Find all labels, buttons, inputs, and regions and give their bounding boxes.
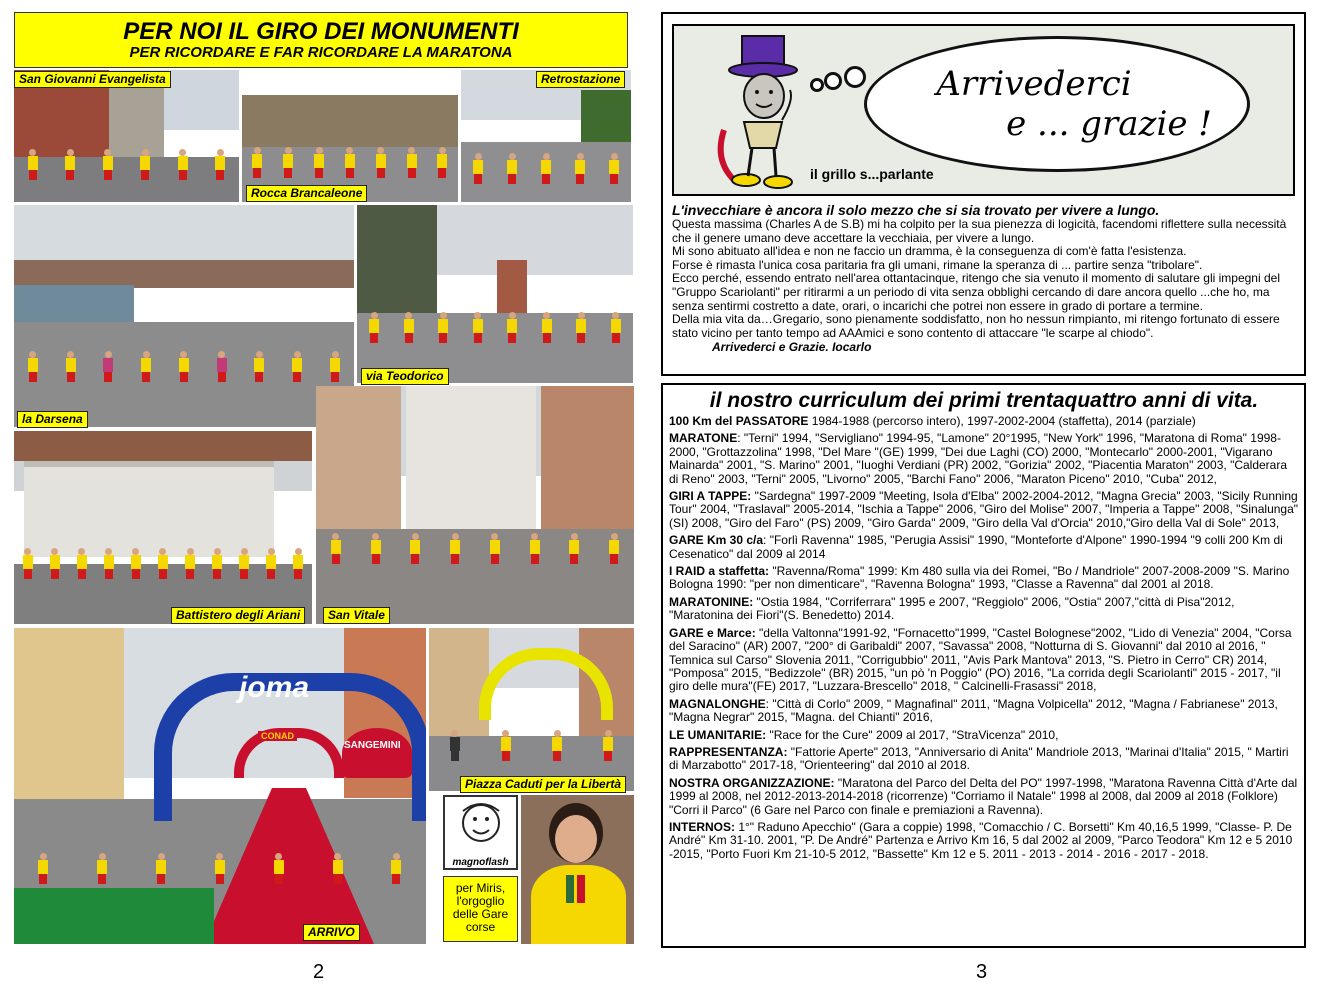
- label-san-giovanni: San Giovanni Evangelista: [14, 71, 171, 88]
- photo-arrivo: [14, 628, 426, 944]
- photo-darsena: [14, 205, 354, 427]
- curriculum-list: [669, 415, 1299, 861]
- article-signature: Arrivederci e Grazie. Iocarlo: [712, 340, 872, 355]
- cricket-cartoon-icon: [694, 30, 814, 192]
- sangemini-banner: SANGEMINI: [344, 740, 401, 751]
- page-subtitle: PER RICORDARE E FAR RICORDARE LA MARATONA: [129, 44, 513, 61]
- cv-entry: MARATONE: "Terni" 1994, "Servigliano" 1994-95, "Lamone" 20°1995, "New York" 1996, "Maratona di Roma" 1998-2000, "Grottazzolina" 1998, "Del Mare "(GE) 1999, "Dei due Laghi (CO) 2000, "Montecarlo" 2000-2001, "Vigarano Mainarda" 2001, "S. Marino" 2001, "Iuoghi Verdiani (PR) 2002, "Gorizia" 2002, "Piacentia Maraton" 2003, "Calderara di Reno" 2003, "Terni" 2005, "Livorno" 2005, "Barchi Fano" 2006, "Maraton Piceno" 2010, "Cuba" 2012,: [669, 431, 1288, 486]
- label-rocca: Rocca Brancaleone: [246, 185, 367, 202]
- curriculum-section: [669, 389, 1299, 865]
- label-san-vitale: San Vitale: [323, 607, 390, 624]
- cv-entry: NOSTRA ORGANIZZAZIONE: "Maratona del Parco del Delta del PO" 1997-1998, "Maratona Ravenna Città d'Arte dal 1999 al 2008, nel 2012-2013-2014-2018 (ricorrenze) "Corriamo il Natale" 1998 al 2008, dal 2009 al 2018 (Folklore) "Corri il Parco" (6 Gare nel Parco con finale e premiazioni a Ravenna).: [669, 775, 1298, 817]
- cv-entry: RAPPRESENTANZA: "Fattorie Aperte" 2013, "Anniversario di Anita" Mandriole 2013, "Marinai d'Italia" 2015, " Martiri di Marzabotto" 2017-18, "Orienteering" dal 2010 al 2018.: [669, 744, 1289, 773]
- cv-entry: GARE Km 30 c/a: "Forlì Ravenna" 1985, "Perugia Assisi" 1990, "Monteforte d'Alpone" 1990-1994 "9 colli 200 Km di Cesenatico" dal 2009 al 2014: [669, 533, 1283, 561]
- label-battistero: Battistero degli Ariani: [171, 607, 305, 624]
- cv-entry: MARATONINE: "Ostia 1984, "Corriferrara" 1995 e 2007, "Reggiolo" 2006, "Ostia" 2007,"città di Pisa"2012, "Maratonina dei Fiori"(S. Benedetto) 2014.: [669, 594, 1235, 623]
- photo-piazza: [429, 628, 634, 791]
- photo-san-vitale: [316, 386, 634, 624]
- label-piazza: Piazza Caduti per la Libertà: [460, 776, 626, 793]
- curriculum-title: il nostro curriculum dei primi trentaquattro anni di vita.: [709, 389, 1259, 412]
- page-title: PER NOI IL GIRO DEI MONUMENTI: [123, 18, 519, 45]
- conad-banner: CONAD: [258, 731, 297, 741]
- article-paragraph: Della mia vita da…Gregario, sono pienamente soddisfatto, non ho nessun rimpianto, mi ritengo fortunato di essere stato vicino per tanto tempo ad AAAmici e sono contento di attaccare "le scarpe al chiodo".: [672, 312, 1280, 340]
- photo-miris: [521, 795, 634, 944]
- magnoflash-caption: magnoflash: [452, 857, 509, 868]
- page-number-left: 2: [313, 961, 325, 983]
- article-headline: L'invecchiare è ancora il solo mezzo che si sia trovato per vivere a lungo.: [672, 202, 1160, 218]
- photo-retrostazione: [461, 70, 631, 202]
- cv-entry: I RAID a staffetta: "Ravenna/Roma" 1999: Km 480 sulla via dei Romei, "Bo / Mandriole" 2007-2008-2009 "S. Marino Bologna 1990: "per non dimenticare", "Ravenna Bologna" 1993, "Classe a Ravenna" dal 2001 al 2018.: [669, 564, 1290, 592]
- label-retrostazione: Retrostazione: [536, 71, 625, 88]
- page-number-right: 3: [976, 961, 988, 983]
- farewell-article: [672, 202, 1300, 354]
- cv-entry: 100 Km del PASSATORE 1984-1988 (percorso intero), 1997-2002-2004 (staffetta), 2014 (parziale): [669, 414, 1196, 428]
- cartoon-face-icon: [445, 797, 516, 852]
- cv-entry: INTERNOS: 1°" Raduno Apecchio" (Gara a coppie) 1998, "Comacchio / C. Borsetti" Km 40,16,5 1999, "Classe- P. De André" Km 31-10. 2001, "P. De André" Partenza e Arrivo Km 16, 5 dal 2002 al 2009, "Parco Teodora" Km 12 e 5 2010 -2015, "Porto Fuori Km 21-10-5 2012, "Bassette" Km 12 e 5. 2011 - 2013 - 2014 - 2016 - 2017 - 2018.: [669, 819, 1293, 861]
- photo-teodorico: [357, 205, 633, 383]
- cloud-line-2: e ... grazie !: [1006, 104, 1212, 144]
- label-darsena: la Darsena: [17, 411, 88, 428]
- label-teodorico: via Teodorico: [361, 368, 449, 385]
- grillo-panel: [672, 24, 1295, 196]
- magnoflash-box: [443, 795, 518, 870]
- cv-entry: MAGNALONGHE: "Città di Corlo" 2009, " Magnafinal" 2011, "Magna Volpicella" 2012, "Magna / Fabrianese" 2013, "Magna Negrar" 2015, "Magna. del Chianti" 2016,: [669, 696, 1278, 725]
- article-paragraph: Ecco perché, essendo entrato nell'area ottantacinque, ritengo che sia venuto il momento di salutare gli impegni del "Gruppo Scariolanti" per ritirarmi a un periodo di vita senza obblighi cercando di dare ancora quello ...che ho, ma senza sentirmi costretto a date, orari, o incarichi che potrei non essere in grado di portare a termine.: [672, 271, 1280, 313]
- photo-battistero: [14, 431, 312, 624]
- grillo-caption: il grillo s...parlante: [810, 166, 934, 182]
- photo-san-giovanni: [14, 70, 239, 202]
- cv-entry: GARE e Marce: "della Valtonna"1991-92, "Fornacetto"1999, "Castel Bolognese"2002, "Lido di Venezia" 2004, "Corsa del Saracino" (AR) 2007, "200° di Garibaldi" 2007, "Savassa" 2008, "Notturna di S. Giovanni" dal 2010 al 2016, " Temnica sul Carso" Slovenia 2011, "Corrigubbio" 2011, "Avis Park Mantova" 2013, "S. Pietro in Cerro" CR) 2014, "Pomposa" 2015, "Bedizzole" (BR) 2015, "un pò 'n Poggio" (PO) 2016, "La corrida degli Scariolanti" 2015 - 2017, "il giro delle mura"(FE) 2017, "Luzzara-Brescello" 2018, " Calcinelli-Frasassi" 2018,: [669, 625, 1292, 694]
- miris-caption: per Miris, l'orgoglio delle Gare corse: [443, 876, 518, 942]
- article-paragraph: Questa massima (Charles A de S.B) mi ha colpito per la sua pienezza di logicità, facendomi riflettere sulla necessità che il genere umano deve accettare la vecchiaia, per vivere a lungo.: [672, 217, 1287, 245]
- left-title-banner: [14, 12, 628, 68]
- cloud-line-1: Arrivederci: [936, 64, 1132, 104]
- cv-entry: LE UMANITARIE: "Race for the Cure" 2009 al 2017, "StraVicenza" 2010,: [669, 727, 1059, 742]
- label-arrivo: ARRIVO: [303, 924, 360, 941]
- article-paragraph: Mi sono abituato all'idea e non ne faccio un dramma, è la conseguenza di com'è fatta l'esistenza.: [672, 244, 1187, 259]
- article-paragraph: Forse è rimasta l'unica cosa paritaria fra gli umani, rimane la speranza di ... partire senza "tribolare".: [672, 257, 1203, 272]
- cv-entry: GIRI A TAPPE: "Sardegna" 1997-2009 "Meeting, Isola d'Elba" 2002-2004-2012, "Magna Grecia" 2003, "Sicily Running Tour" 2004, "Traslaval" 2005-2014, "Ischia a Tappe" 2006, "Giro del Molise" 2007, "Imperia a Tappe" 2008, "Sinalunga" (SI) 2008, "Giro del Faro" (PS) 2009, "Giro Garda" 2009, "Giro della Val d'Orcia" 2010,"Giro della Val di Sole" 2013,: [669, 489, 1299, 530]
- joma-banner-text: joma: [239, 671, 310, 704]
